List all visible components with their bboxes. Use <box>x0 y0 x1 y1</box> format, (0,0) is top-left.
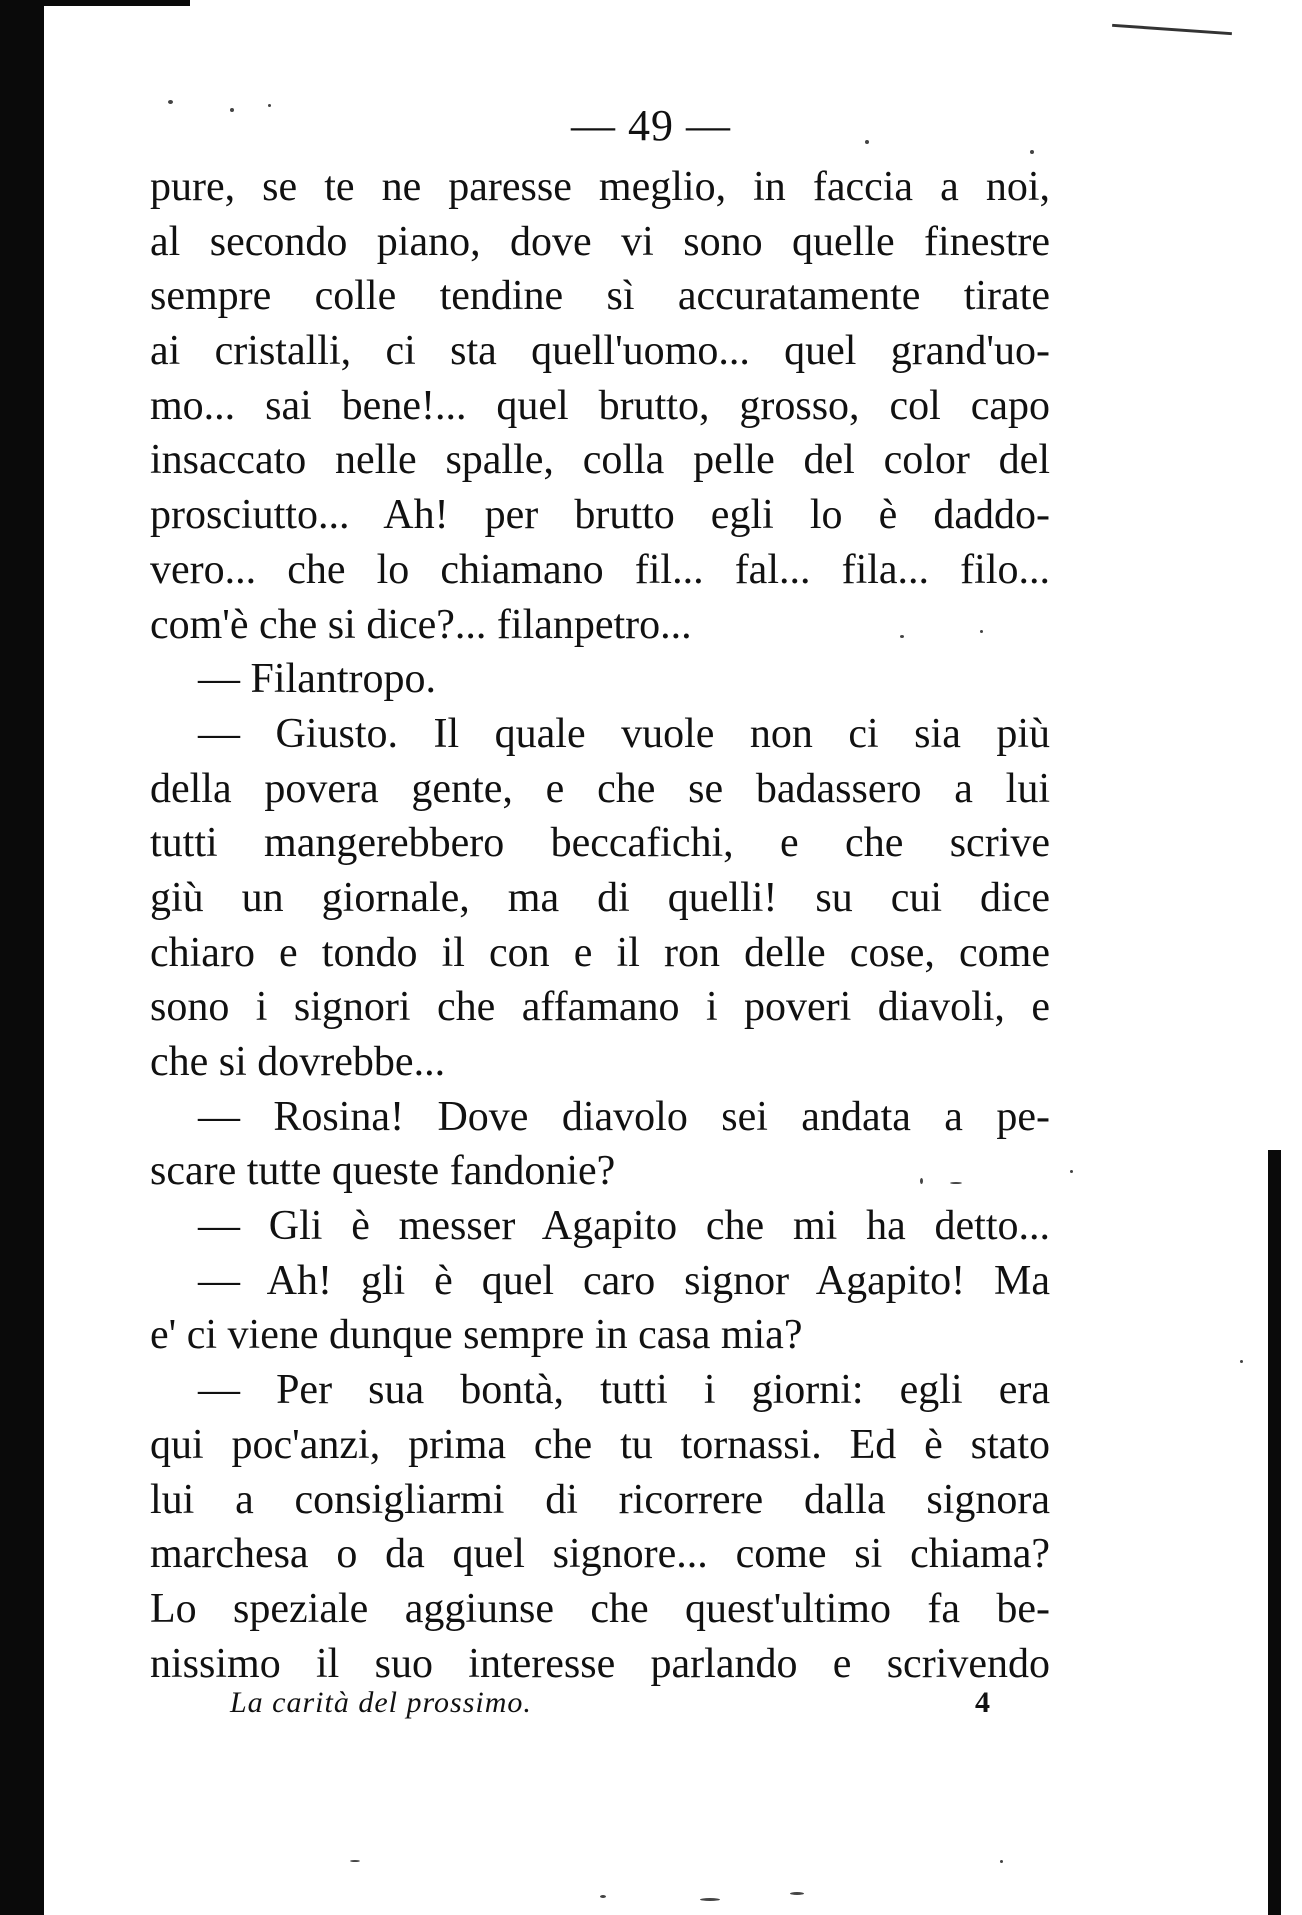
text-line: ai cristalli, ci sta quell'uomo... quel grand'uo- <box>150 328 1050 375</box>
scan-speck <box>920 1178 923 1184</box>
scan-speck <box>268 104 271 107</box>
text-line: — Ah! gli è quel caro signor Agapito! Ma <box>198 1257 1050 1304</box>
text-line: sono i signori che affamano i poveri diavoli, e <box>150 984 1050 1031</box>
text-line: che si dovrebbe... <box>150 1039 446 1085</box>
text-line: — Gli è messer Agapito che mi ha detto... <box>198 1203 1050 1250</box>
scan-speck <box>1240 1360 1243 1363</box>
text-line: e' ci viene dunque sempre in casa mia? <box>150 1312 803 1359</box>
text-line: — Giusto. Il quale vuole non ci sia più <box>198 710 1050 757</box>
body-text <box>150 160 1050 1691</box>
text-line: della povera gente, e che se badassero a lui <box>150 765 1050 812</box>
scan-speck <box>900 635 904 638</box>
page-edge-shadow-right <box>1268 1150 1281 1915</box>
text-line: com'è che si dice?... filanpetro... <box>150 601 692 648</box>
text-line: — Per sua bontà, tutti i giorni: egli era <box>198 1367 1050 1414</box>
text-line: scare tutte queste fandonie? <box>150 1148 616 1195</box>
text-line: al secondo piano, dove vi sono quelle finestre <box>150 218 1050 265</box>
scan-speck <box>950 1182 962 1184</box>
text-line: Lo speziale aggiunse che quest'ultimo fa be- <box>150 1585 1050 1632</box>
page-number: — 49 — <box>571 101 731 150</box>
scan-speck <box>1000 1860 1003 1863</box>
running-footer-title: La carità del prossimo. <box>230 1686 532 1719</box>
text-line: pure, se te ne paresse meglio, in faccia a noi, <box>150 164 1050 210</box>
text-line: mo... sai bene!... quel brutto, grosso, col capo <box>150 382 1050 429</box>
text-line: nissimo il suo interesse parlando e scrivendo <box>150 1640 1050 1687</box>
scan-artifact <box>1112 24 1232 35</box>
scan-speck <box>700 1898 720 1901</box>
text-line: sempre colle tendine sì accuratamente tirate <box>150 273 1050 320</box>
text-line: giù un giornale, ma di quelli! su cui dice <box>150 874 1050 921</box>
scan-speck <box>168 100 173 104</box>
scan-speck <box>865 140 869 144</box>
page-edge-shadow-left <box>0 0 44 1915</box>
text-line: insaccato nelle spalle, colla pelle del color del <box>150 437 1050 484</box>
text-line: marchesa o da quel signore... come si chiama? <box>150 1531 1050 1578</box>
scan-speck <box>1030 150 1034 154</box>
text-line: prosciutto... Ah! per brutto egli lo è daddo- <box>150 492 1050 539</box>
text-line: — Filantropo. <box>198 656 436 703</box>
text-line: vero... che lo chiamano fil... fal... fila... filo... <box>150 546 1050 593</box>
text-line: qui poc'anzi, prima che tu tornassi. Ed è stato <box>150 1421 1050 1468</box>
scan-speck <box>980 630 983 633</box>
scan-speck <box>790 1892 804 1895</box>
page-footer <box>150 1686 1000 1726</box>
text-line: — Rosina! Dove diavolo sei andata a pe- <box>198 1093 1050 1140</box>
scan-speck <box>230 108 234 112</box>
scan-speck <box>1070 1170 1073 1173</box>
scan-speck <box>350 1860 360 1862</box>
text-line: tutti mangerebbero beccafichi, e che scrive <box>150 820 1050 867</box>
text-line: chiaro e tondo il con e il ron delle cose, come <box>150 929 1050 976</box>
page-edge-shadow-top <box>0 0 190 6</box>
signature-mark: 4 <box>975 1686 990 1719</box>
text-line: lui a consigliarmi di ricorrere dalla signora <box>150 1476 1050 1523</box>
scan-speck <box>600 1895 606 1898</box>
